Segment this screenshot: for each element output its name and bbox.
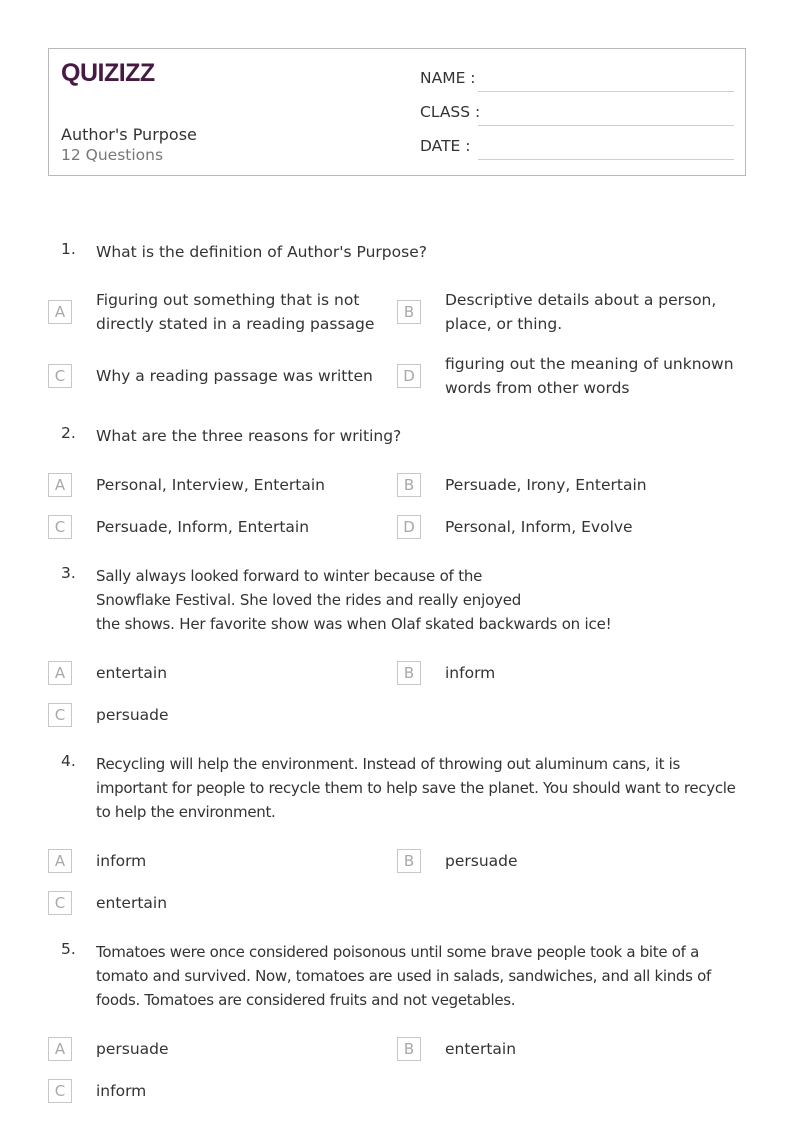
option-d-box[interactable]: D [397,515,421,539]
option-c-text: inform [96,1082,147,1100]
option-c-box[interactable]: C [48,891,72,915]
option-a-text: persuade [96,1040,169,1058]
option-b-text: entertain [445,1040,517,1058]
option-c-text: entertain [96,894,168,912]
question-number: 5. [61,940,76,958]
question-text: Sally always looked forward to winter because of the Snowflake Festival. She loved the rides and really enjoyed the shows. Her favorite show was when Olaf skated backwards on ice! [96,567,612,633]
option-b-box[interactable]: B [397,849,421,873]
date-field [420,133,734,159]
class-field [420,99,734,125]
option-b-text: Descriptive details about a person, place, or thing. [445,291,717,333]
option-b-text: persuade [445,852,518,870]
option-c-text: Persuade, Inform, Entertain [96,518,310,536]
option-c-box[interactable]: C [48,515,72,539]
option-a-box[interactable]: A [48,849,72,873]
option-d-box[interactable]: D [397,364,421,388]
worksheet-header [48,48,746,176]
class-label: CLASS : [420,103,481,121]
name-line[interactable] [478,91,734,92]
option-c-box[interactable]: C [48,703,72,727]
option-a-box[interactable]: A [48,661,72,685]
question-number: 2. [61,424,76,442]
worksheet-title: Author's Purpose [61,125,197,144]
option-a-text: inform [96,852,147,870]
option-d-text: Personal, Inform, Evolve [445,518,633,536]
option-b-box[interactable]: B [397,1037,421,1061]
option-a-text: Personal, Interview, Entertain [96,476,325,494]
question-number: 4. [61,752,76,770]
option-a-box[interactable]: A [48,473,72,497]
option-a-box[interactable]: A [48,1037,72,1061]
option-b-box[interactable]: B [397,473,421,497]
option-d-text: figuring out the meaning of unknown words from other words [445,355,734,397]
question-count: 12 Questions [61,146,164,164]
option-c-box[interactable]: C [48,1079,72,1103]
option-c-box[interactable]: C [48,364,72,388]
option-b-text: inform [445,664,496,682]
date-line[interactable] [478,159,734,160]
option-a-text: entertain [96,664,168,682]
question-text: Tomatoes were once considered poisonous until some brave people took a bite of a tomato and survived. Now, tomatoes are used in salads, sandwiches, and all kinds of foods. Tomatoes are considered fruits and not vegetables. [96,943,711,1009]
option-a-box[interactable]: A [48,300,72,324]
question-text: What are the three reasons for writing? [96,427,402,445]
option-b-box[interactable]: B [397,300,421,324]
option-b-text: Persuade, Irony, Entertain [445,476,647,494]
question-text: What is the definition of Author's Purpose? [96,243,427,261]
question-number: 3. [61,564,76,582]
class-line[interactable] [478,125,734,126]
name-field [420,65,734,91]
option-b-box[interactable]: B [397,661,421,685]
quizizz-logo: QUIZIZZ [61,59,155,87]
option-a-text: Figuring out something that is not directly stated in a reading passage [96,291,375,333]
option-c-text: Why a reading passage was written [96,367,373,385]
date-label: DATE : [420,137,471,155]
question-text: Recycling will help the environment. Instead of throwing out aluminum cans, it is important for people to recycle them to help save the planet. You should want to recycle to help the environment. [96,755,736,821]
option-c-text: persuade [96,706,169,724]
name-label: NAME : [420,69,476,87]
question-number: 1. [61,240,76,258]
